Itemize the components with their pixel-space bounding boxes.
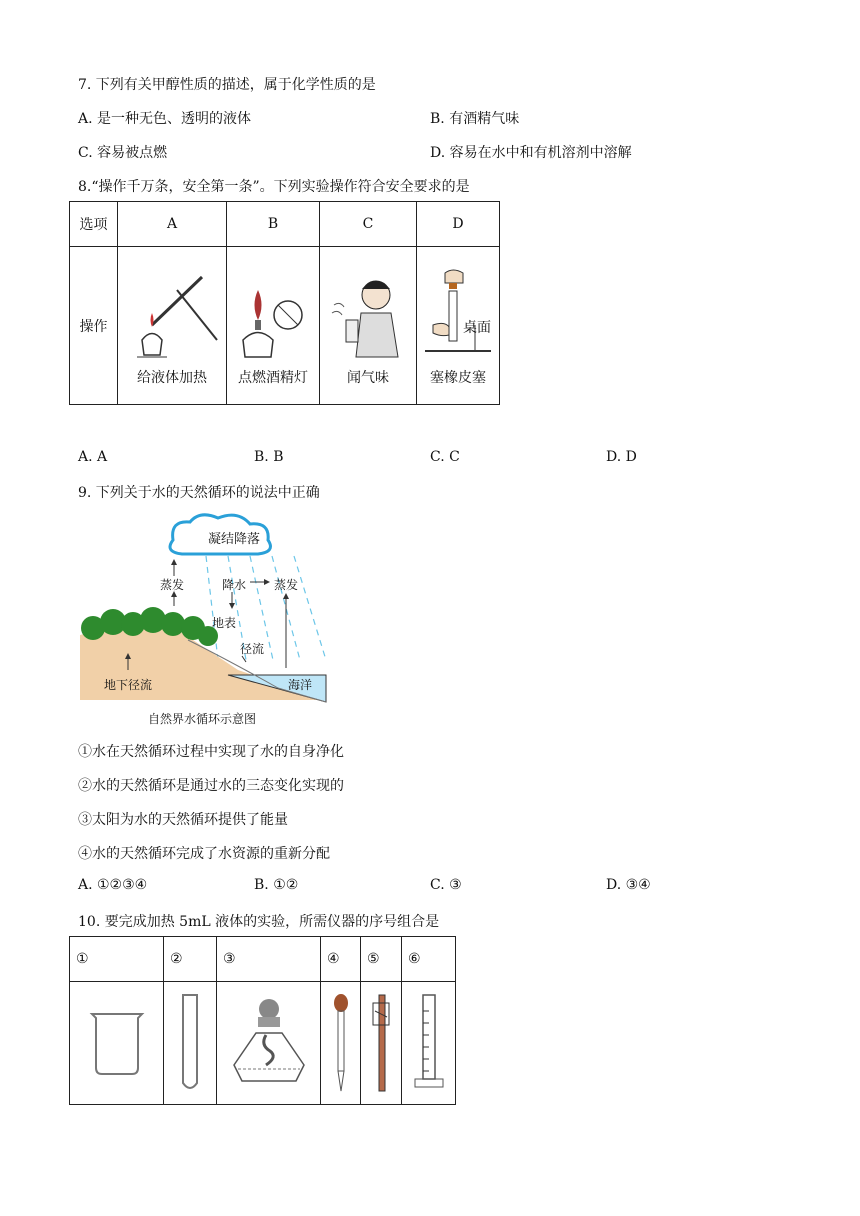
alcohol-lamp-icon xyxy=(226,995,312,1091)
q9-statement-2: ②水的天然循环是通过水的三态变化实现的 xyxy=(78,778,344,794)
q9-option-d: D. ③④ xyxy=(606,877,651,893)
q8-col-d: D xyxy=(417,202,500,247)
q9-stem: 9. 下列关于水的天然循环的说法中正确 xyxy=(78,485,320,501)
label-evaporation-right: 蒸发 xyxy=(274,578,299,592)
diagram-caption: 自然界水循环示意图 xyxy=(148,712,257,726)
q9-option-c: C. ③ xyxy=(430,877,462,893)
q8-caption-c: 闻气味 xyxy=(347,369,389,386)
q8-caption-a: 给液体加热 xyxy=(137,369,207,386)
label-surface: 地表 xyxy=(212,616,237,630)
q8-option-c: C. C xyxy=(430,449,460,465)
label-runoff: 径流 xyxy=(240,642,265,656)
q9-statement-3: ③太阳为水的天然循环提供了能量 xyxy=(78,812,288,828)
q10-stem: 10. 要完成加热 5mL 液体的实验，所需仪器的序号组合是 xyxy=(78,914,440,930)
q7-option-b: B. 有酒精气味 xyxy=(430,111,520,127)
q9-option-a: A. ①②③④ xyxy=(78,877,148,893)
q10-table xyxy=(69,936,456,1105)
q8-col-a: A xyxy=(118,202,227,247)
q8-col-c: C xyxy=(320,202,417,247)
q7-option-c: C. 容易被点燃 xyxy=(78,145,168,161)
graduated-cylinder-icon xyxy=(409,991,449,1095)
q10-header-3: ③ xyxy=(217,937,321,982)
q8-caption-b: 点燃酒精灯 xyxy=(238,369,308,386)
q8-table xyxy=(69,201,500,405)
lighting-lamp-illustration xyxy=(233,265,313,365)
q8-option-d: D. D xyxy=(606,449,637,465)
water-cycle-diagram xyxy=(78,510,330,728)
q9-statement-4: ④水的天然循环完成了水资源的重新分配 xyxy=(78,846,330,862)
heating-liquid-illustration xyxy=(122,265,222,365)
label-groundwater: 地下径流 xyxy=(104,678,153,692)
q8-option-a: A. A xyxy=(78,449,108,465)
label-ocean: 海洋 xyxy=(288,678,313,692)
stopper-illustration xyxy=(423,265,493,365)
test-tube-holder-icon xyxy=(369,991,393,1095)
q10-header-6: ⑥ xyxy=(402,937,456,982)
q8-d-desk-label: 桌面 xyxy=(463,320,491,336)
q10-header-4: ④ xyxy=(321,937,361,982)
q8-caption-d: 塞橡皮塞 xyxy=(430,369,486,386)
q9-statement-1: ①水在天然循环过程中实现了水的自身净化 xyxy=(78,744,344,760)
water-cycle-art xyxy=(78,510,330,728)
test-tube-icon xyxy=(178,991,202,1095)
q9-option-b: B. ①② xyxy=(254,877,299,893)
q7-stem: 7. 下列有关甲醇性质的描述，属于化学性质的是 xyxy=(78,77,376,93)
smelling-illustration xyxy=(326,265,410,365)
q8-col-b: B xyxy=(227,202,320,247)
label-cloud: 凝结降落 xyxy=(208,532,261,547)
q7-option-a: A. 是一种无色、透明的液体 xyxy=(78,111,252,127)
q8-row-label: 操作 xyxy=(70,247,118,405)
q8-stem: 8.“操作千万条，安全第一条”。下列实验操作符合安全要求的是 xyxy=(78,179,470,195)
beaker-icon xyxy=(82,1008,152,1078)
label-precipitation: 降水 xyxy=(222,578,247,592)
q8-option-b: B. B xyxy=(254,449,284,465)
label-evaporation-left: 蒸发 xyxy=(160,578,185,592)
q7-option-d: D. 容易在水中和有机溶剂中溶解 xyxy=(430,145,632,161)
q10-header-1: ① xyxy=(70,937,164,982)
q10-header-2: ② xyxy=(164,937,217,982)
q10-header-5: ⑤ xyxy=(361,937,402,982)
q8-header-label: 选项 xyxy=(70,202,118,247)
dropper-icon xyxy=(331,991,351,1095)
